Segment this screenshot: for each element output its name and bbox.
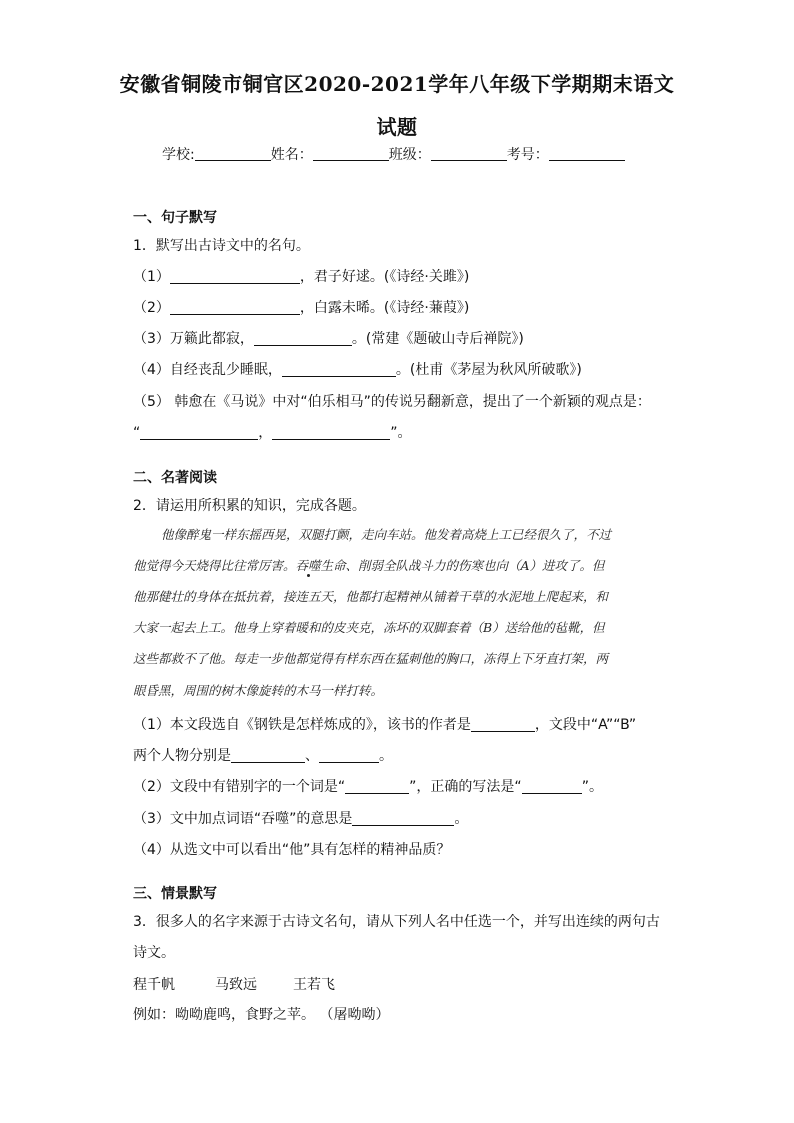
question-1-item-3: （3）万籁此都寂， 。(常建《题破山寺后禅院》) [133,331,524,347]
name-option: 马致远 [215,977,257,993]
answer-blank[interactable] [140,425,258,440]
question-3-line-2: 诗文。 [133,945,175,961]
exam-no-blank[interactable] [549,146,625,161]
answer-blank[interactable] [319,748,379,763]
passage-line-3: 他那健壮的身体在抵抗着，接连五天，他都打起精神从铺着干草的水泥地上爬起来，和 [133,589,609,604]
question-2-sub-3: （3）文中加点词语“吞噬”的意思是 。 [133,811,469,827]
question-1-item-4: （4）自经丧乱少睡眠， 。(杜甫《茅屋为秋风所破歌》) [133,362,582,378]
passage-line-6: 眼昏黑，周围的树木像旋转的木马一样打转。 [133,683,384,698]
section-heading-1: 一、句子默写 [133,210,217,226]
question-2-sub-4: （4）从选文中可以看出“他”具有怎样的精神品质？ [133,842,451,858]
passage-line-4: 大家一起去上工。他身上穿着暖和的皮夹克，冻坏的双脚套着（B）送给他的毡靴，但 [133,620,605,635]
question-1-item-2: （2） ，白露未晞。(《诗经·蒹葭》) [133,300,470,316]
class-blank[interactable] [431,146,507,161]
passage-line-5: 这些都救不了他。每走一步他都觉得有样东西在猛刺他的胸口，冻得上下牙直打架，两 [133,651,609,666]
answer-blank[interactable] [254,331,352,346]
answer-blank[interactable] [231,748,305,763]
page-title: 安徽省铜陵市铜官区2020-2021学年八年级下学期期末语文 [119,72,675,96]
exam-no-label: 考号： [506,147,549,163]
answer-blank[interactable] [352,811,454,826]
answer-blank[interactable] [170,300,300,315]
class-label: 班级： [388,147,431,163]
name-blank[interactable] [313,146,389,161]
question-1-stem: 1．默写出古诗文中的名句。 [133,238,310,254]
answer-blank[interactable] [282,362,396,377]
answer-blank[interactable] [345,779,409,794]
name-option: 王若飞 [293,977,335,993]
answer-blank[interactable] [272,425,390,440]
page-title-continued: 试题 [376,115,418,139]
question-1-item-1: （1） ，君子好逑。(《诗经·关雎》) [133,269,470,285]
question-2-sub-1: （1）本文段选自《钢铁是怎样炼成的》，该书的作者是 ，文段中“A”“B” [133,717,637,733]
name-options [133,974,335,994]
dotted-word: 吞噬 [295,558,321,573]
question-2-sub-1-cont: 两个人物分别是 、 。 [133,748,393,764]
answer-blank[interactable] [522,779,582,794]
passage-line-1: 他像醉鬼一样东摇西晃，双腿打颤，走向车站。他发着高烧上工已经很久了，不过 [161,527,612,542]
answer-blank[interactable] [471,717,535,732]
question-2-stem: 2．请运用所积累的知识，完成各题。 [133,498,366,514]
answer-blank[interactable] [170,269,300,284]
section-heading-3: 三、情景默写 [133,886,217,902]
example-line: 例如：呦呦鹿鸣，食野之苹。 （屠呦呦） [133,1007,390,1023]
name-option: 程千帆 [133,977,175,993]
section-heading-2: 二、名著阅读 [133,470,217,486]
question-1-item-5-answer: “ ， ”。 [133,425,412,441]
question-1-item-5: （5） 韩愈在《马说》中对“伯乐相马”的传说另翻新意，提出了一个新颖的观点是： [133,394,651,410]
passage-line-2: 他觉得今天烧得比往常厉害。吞噬生命、削弱全队战斗力的伤寒也向（A）进攻了。但 [133,558,605,573]
question-3-line-1: 3．很多人的名字来源于古诗文名句，请从下列人名中任选一个，并写出连续的两句古 [133,914,660,930]
question-2-sub-2: （2）文段中有错别字的一个词是“ ”，正确的写法是“ ”。 [133,779,603,795]
school-blank[interactable] [195,146,271,161]
school-label: 学校: [162,147,195,163]
student-info-row [162,144,625,164]
name-label: 姓名： [270,147,313,163]
